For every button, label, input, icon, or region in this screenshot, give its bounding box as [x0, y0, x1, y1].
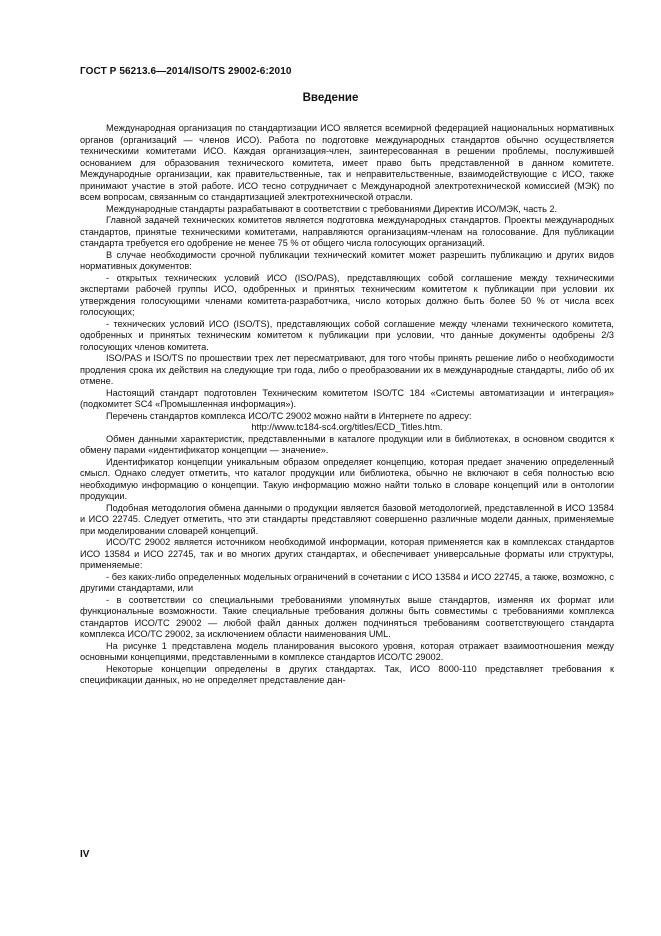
list-item-iso-ts: - технических условий ИСО (ISO/TS), представляющих собой соглашение между членами технического комитета, одобренных и принятых техническим комитетом к публикации при условии, что данные документы одобрены 2/3 голосующих членов комитета.	[80, 318, 614, 352]
paragraph-methodology: Подобная методология обмена данными о продукции является базовой методологией, представленной в ИСО 13584 и ИСО 22745. Следует отметить, что эти стандарты представляют совершенно различные модели данных, применяемые при моделировании словарей концепций.	[80, 502, 614, 536]
paragraph-iso-ts-29002: ИСО/ТС 29002 является источником необходимой информации, которая применяется как в комплексах стандартов ИСО 13584 и ИСО 22745, так и во многих других стандартах, и обеспечивает универсальные форматы или структуры, применяемые:	[80, 537, 614, 570]
paragraph-directives: Международные стандарты разрабатывают в соответствии с требованиями Директив ИСО/МЭК, часть 2.	[106, 203, 558, 214]
body-text	[80, 123, 614, 687]
paragraph-data-exchange: Обмен данными характеристик, представленными в каталоге продукции или в библиотеках, в основном сводится к обмену парами «идентификатор концепции — значение».	[80, 433, 614, 455]
paragraph-prepared-by: Настоящий стандарт подготовлен Техническим комитетом ISO/TC 184 «Системы автоматизации и интеграция» (подкомитет SC4 «Промышленная информация»).	[80, 387, 614, 409]
url-link[interactable]: http://www.tc184-sc4.org/titles/ECD_Titles.htm.	[251, 422, 443, 432]
paragraph-figure-ref: На рисунке 1 представлена модель планирования высокого уровня, которая отражает взаимоотношения между основными концепциями, представленными в комплексе стандартов ИСО/ТС 29002.	[80, 640, 614, 662]
list-item-iso-pas: - открытых технических условий ИСО (ISO/PAS), представляющих собой соглашение между техническими экспертами рабочей группы ИСО, одобренных и принятых техническим комитетом к публикации при условии их утверждения голосующими членами комитета-разработчика, число которых должно быть более 50 % от числа всех голосующих;	[80, 272, 614, 317]
paragraph-main-task: Главной задачей технических комитетов является подготовка международных стандартов. Проекты международных стандартов, принятые техническими комитетами, направляются организациям-членам на голосование. Для публикации стандарта требуется его одобрение не менее 75 % от общего числа голосующих организаций.	[80, 215, 614, 248]
paragraph-iso-intro: Международная организация по стандартизации ИСО является всемирной федерацией национальных нормативных органов (организаций — членов ИСО). Работа по подготовке международных стандартов обычно осуществляется техническими комитетами ИСО. Каждая организация-член, заинтересованная в решении проблемы, послужившей основанием для образования технического комитета, имеет право быть представленной в данном комитете. Международные организации, как правительственные, так и неправительственные, взаимодействующие с ИСО, также принимают участие в этой работе. ИСО тесно сотрудничает с Международной электротехнической комиссией (МЭК) по всем вопросам, связанным со стандартизацией электротехнической отрасли.	[80, 123, 614, 202]
section-title: Введение	[302, 92, 359, 104]
page-number: IV	[80, 849, 90, 860]
paragraph-list-location: Перечень стандартов комплекса ИСО/ТС 29002 можно найти в Интернете по адресу:	[106, 410, 472, 421]
list-item-no-constraints: - без каких-либо определенных модельных ограничений в сочетании с ИСО 13584 и ИСО 22745, а также, возможно, с другими стандартами, или	[80, 571, 614, 593]
paragraph-review: ISO/PAS и ISO/TS по прошествии трех лет пересматривают, для того чтобы принять решение либо о необходимости продления срока их действия на следующие три года, либо о преобразовании их в международные стандарты, либо об их отмене.	[80, 353, 614, 386]
document-header: ГОСТ Р 56213.6—2014/ISO/TS 29002-6:2010	[80, 66, 292, 77]
list-item-special-requirements: - в соответствии со специальными требованиями упомянутых выше стандартов, изменяя их формат или функциональные возможности. Такие специальные требования должны быть совместимы с требованиями комплекса стандартов ИСО/ТС 29002 — любой файл данных должен подчиняться требованиям соответствующего стандарта комплекса ИСО/ТС 29002, за исключением области наименования UML.	[80, 594, 614, 639]
paragraph-concept-identifier: Идентификатор концепции уникальным образом определяет концепцию, которая предает значению определенный смысл. Однако следует отметить, что каталог продукции или библиотека, обычно не включают в себя полностью всю необходимую информацию о концепции. Такую информацию можно найти только в словаре концепций или в онтологии продукции.	[80, 456, 614, 501]
paragraph-other-standards: Некоторые концепции определены в других стандартах. Так, ИСО 8000-110 представляет требования к спецификации данных, но не определяет представление дан-	[80, 663, 614, 685]
paragraph-urgent-publication: В случае необходимости срочной публикации технический комитет может разрешить публикацию и других видов нормативных документов:	[80, 249, 614, 271]
